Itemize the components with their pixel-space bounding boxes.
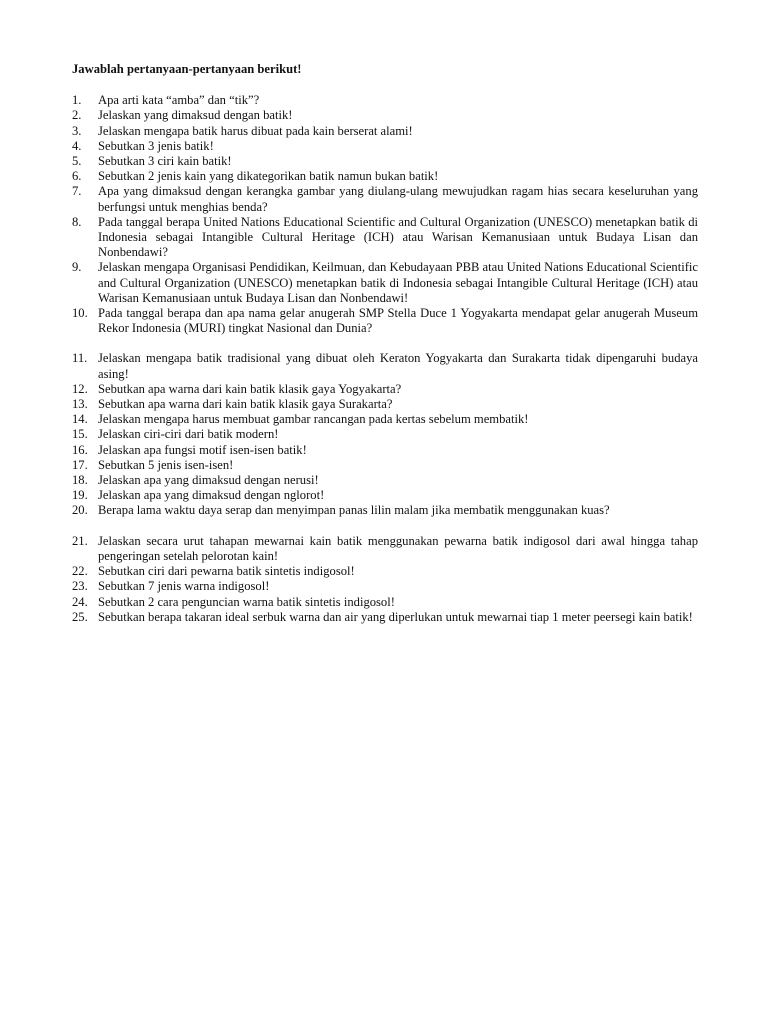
question-number: 19.: [72, 488, 88, 503]
question-list: [72, 93, 698, 625]
question-text: Jelaskan mengapa batik tradisional yang dibuat oleh Keraton Yogyakarta dan Surakarta tidak dipengaruhi budaya asing!: [98, 351, 698, 381]
question-item-5: [72, 154, 698, 169]
question-text: Jelaskan mengapa batik harus dibuat pada kain berserat alami!: [98, 123, 413, 138]
question-number: 17.: [72, 457, 88, 472]
question-number: 11.: [72, 351, 88, 366]
question-text: Jelaskan apa yang dimaksud dengan nglorot!: [98, 488, 325, 503]
question-text: Sebutkan 7 jenis warna indigosol!: [98, 579, 270, 594]
question-number: 24.: [72, 594, 88, 609]
question-number: 13.: [72, 397, 88, 412]
question-item-21: [72, 534, 698, 564]
question-text: Sebutkan berapa takaran ideal serbuk warna dan air yang diperlukan untuk mewarnai tiap 1 meter peersegi kain batik!: [98, 609, 693, 624]
question-number: 5.: [72, 154, 82, 169]
question-text: Sebutkan 3 ciri kain batik!: [98, 154, 232, 169]
question-text: Berapa lama waktu daya serap dan menyimpan panas lilin malam jika membatik menggunakan kuas?: [98, 503, 610, 518]
question-number: 20.: [72, 503, 88, 518]
question-number: 16.: [72, 442, 88, 457]
question-number: 3.: [72, 123, 82, 138]
question-number: 25.: [72, 609, 88, 624]
question-text: Pada tanggal berapa United Nations Educational Scientific and Cultural Organization (UNESCO) menetapkan batik di Indonesia sebagai Intangible Cultural Heritage (ICH) atau Warisan Kemanusiaan untuk Budaya Lisan dan Nonbendawi?: [98, 214, 698, 260]
question-item-14: [72, 412, 698, 427]
question-item-1: [72, 93, 698, 108]
question-text: Pada tanggal berapa dan apa nama gelar anugerah SMP Stella Duce 1 Yogyakarta mendapat gelar anugerah Museum Rekor Indonesia (MURI) tingkat Nasional dan Dunia?: [98, 306, 698, 336]
question-item-10: [72, 306, 698, 336]
question-number: 12.: [72, 381, 88, 396]
question-number: 18.: [72, 473, 88, 488]
question-item-19: [72, 488, 698, 503]
question-item-25: [72, 610, 698, 625]
question-item-15: [72, 427, 698, 442]
question-item-22: [72, 564, 698, 579]
question-number: 8.: [72, 214, 82, 229]
question-text: Sebutkan 5 jenis isen-isen!: [98, 457, 234, 472]
question-item-20: [72, 503, 698, 518]
question-text: Jelaskan yang dimaksud dengan batik!: [98, 108, 293, 123]
question-number: 1.: [72, 93, 82, 108]
question-number: 10.: [72, 306, 88, 321]
question-item-6: [72, 169, 698, 184]
document-content: [72, 62, 698, 625]
question-number: 4.: [72, 138, 82, 153]
question-text: Jelaskan mengapa harus membuat gambar rancangan pada kertas sebelum membatik!: [98, 412, 529, 427]
question-number: 7.: [72, 184, 82, 199]
question-item-9: [72, 260, 698, 306]
question-number: 23.: [72, 579, 88, 594]
question-number: 22.: [72, 564, 88, 579]
question-item-23: [72, 579, 698, 594]
question-text: Sebutkan apa warna dari kain batik klasik gaya Yogyakarta?: [98, 381, 402, 396]
question-text: Sebutkan ciri dari pewarna batik sintetis indigosol!: [98, 564, 355, 579]
question-text: Sebutkan 3 jenis batik!: [98, 138, 214, 153]
question-number: 2.: [72, 108, 82, 123]
question-text: Apa yang dimaksud dengan kerangka gambar yang diulang-ulang mewujudkan ragam hias secara keseluruhan yang berfungsi untuk menghias benda?: [98, 184, 698, 214]
question-number: 14.: [72, 412, 88, 427]
question-text: Apa arti kata “amba” dan “tik”?: [98, 93, 260, 108]
question-text: Jelaskan secara urut tahapan mewarnai kain batik menggunakan pewarna batik indigosol dari awal hingga tahap pengeringan setelah pelorotan kain!: [98, 533, 698, 563]
question-text: Sebutkan apa warna dari kain batik klasik gaya Surakarta?: [98, 397, 393, 412]
question-item-17: [72, 458, 698, 473]
question-item-3: [72, 124, 698, 139]
question-item-11: [72, 351, 698, 381]
question-number: 6.: [72, 169, 82, 184]
question-text: Jelaskan apa fungsi motif isen-isen batik!: [98, 442, 307, 457]
question-item-8: [72, 215, 698, 261]
question-text: Jelaskan apa yang dimaksud dengan nerusi!: [98, 473, 319, 488]
question-text: Jelaskan ciri-ciri dari batik modern!: [98, 427, 279, 442]
question-text: Sebutkan 2 jenis kain yang dikategorikan batik namun bukan batik!: [98, 169, 439, 184]
question-item-16: [72, 443, 698, 458]
question-item-24: [72, 595, 698, 610]
question-item-7: [72, 184, 698, 214]
question-text: Jelaskan mengapa Organisasi Pendidikan, Keilmuan, dan Kebudayaan PBB atau United Nations Educational Scientific and Cultural Organization (UNESCO) menetapkan batik di Indonesia sebagai Intangible Cultural Heritage (ICH) atau Warisan Kemanusiaan untuk Budaya Lisan dan Nonbendawi!: [98, 260, 698, 305]
question-number: 15.: [72, 427, 88, 442]
question-item-12: [72, 382, 698, 397]
question-number: 9.: [72, 260, 82, 275]
question-item-13: [72, 397, 698, 412]
question-item-2: [72, 108, 698, 123]
question-text: Sebutkan 2 cara penguncian warna batik sintetis indigosol!: [98, 594, 395, 609]
question-number: 21.: [72, 533, 88, 548]
question-item-18: [72, 473, 698, 488]
question-item-4: [72, 139, 698, 154]
instruction-heading: Jawablah pertanyaan-pertanyaan berikut!: [72, 62, 302, 76]
